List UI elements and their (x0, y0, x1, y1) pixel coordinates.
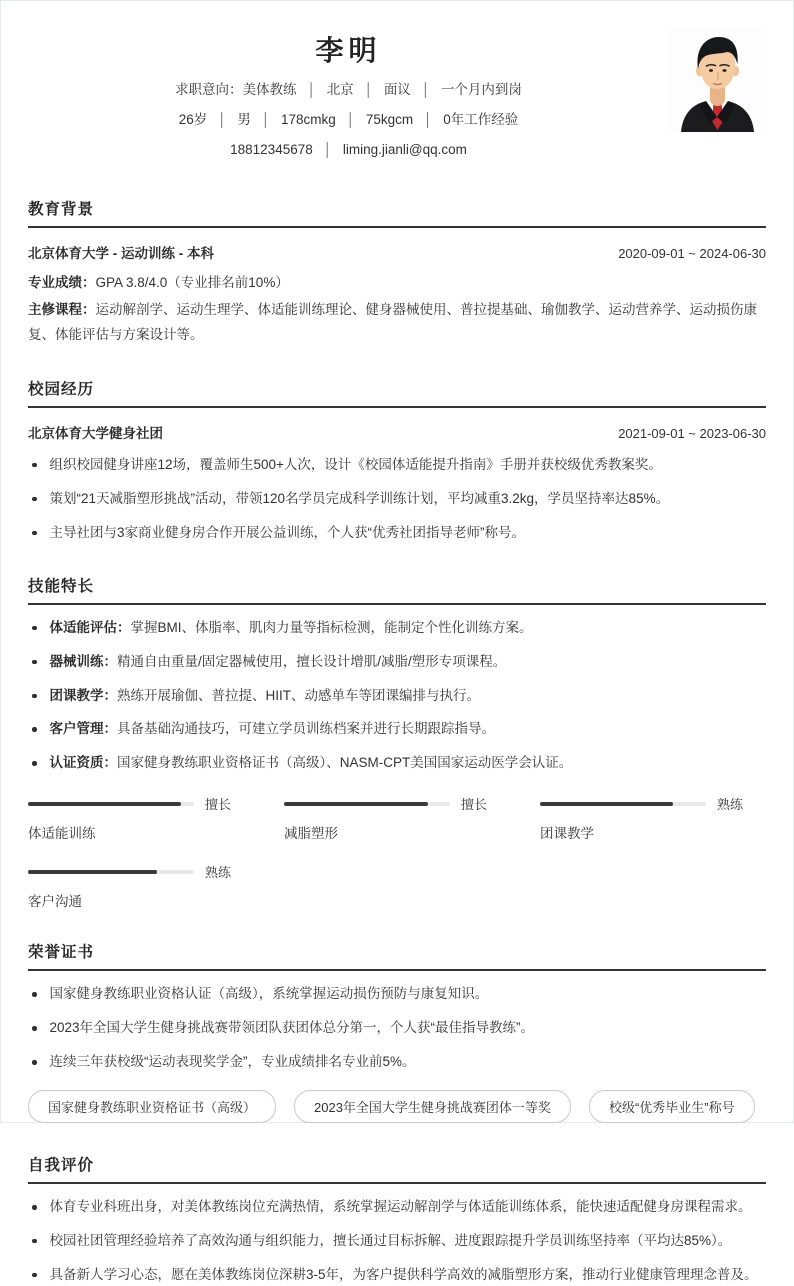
skill-bar-item (540, 794, 766, 842)
bullet-text: 主导社团与3家商业健身房合作开展公益训练，个人获“优秀社团指导老师”称号。 (49, 524, 525, 540)
skill-bar-fill (28, 802, 181, 806)
bullet-text: 校园社团管理经验培养了高效沟通与组织能力，擅长通过目标拆解、进度跟踪提升学员训练坚持率（平均达85%）。 (49, 1232, 732, 1248)
campus-bullet (28, 489, 766, 510)
skill-bar-track (284, 802, 450, 806)
campus-dates: 2021-09-01 ~ 2023-06-30 (618, 425, 766, 441)
courses-value: 运动解剖学、运动生理学、体适能训练理论、健身器械使用、普拉提基础、瑜伽教学、运动营养学、运动损伤康复、体能评估与方案设计等。 (28, 302, 757, 342)
age: 26岁 (178, 112, 208, 127)
contact-line (28, 140, 669, 159)
skill-bullet (28, 719, 766, 740)
profile-photo (669, 29, 766, 132)
height: 178cmkg (280, 112, 336, 127)
resume-header (28, 25, 766, 159)
skill-bars-grid (28, 794, 766, 910)
skill-label: 团课教学： (49, 687, 117, 703)
intent-position: 美体教练 (242, 82, 297, 97)
honor-bullet (28, 1018, 766, 1039)
skill-text: 掌握BMI、体脂率、肌肉力量等指标检测，能制定个性化训练方案。 (130, 619, 533, 635)
skill-text: 具备基础沟通技巧，可建立学员训练档案并进行长期跟踪指导。 (117, 721, 495, 737)
bullet-text: 策划“21天减脂塑形挑战”活动，带领120名学员完成科学训练计划，平均减重3.2kg，学员坚持率达85%。 (49, 490, 670, 506)
skill-bar-fill (540, 802, 673, 806)
skill-bar-item (284, 794, 510, 842)
skill-label: 体适能评估： (49, 619, 131, 635)
section-title: 自我评价 (28, 1157, 95, 1175)
section-title: 技能特长 (28, 577, 95, 595)
skill-bar-fill (284, 802, 428, 806)
section-education-head (28, 197, 766, 228)
bullet-text: 具备新人学习心态，愿在美体教练岗位深耕3-5年，为客户提供科学高效的减脂塑形方案，推动行业健康管理理念普及。 (49, 1266, 758, 1282)
skill-bullet (28, 753, 766, 774)
bullet-dot-icon (32, 1026, 37, 1031)
weight: 75kgcm (365, 112, 414, 127)
bullet-text: 组织校园健身讲座12场，覆盖师生500+人次，设计《校园体适能提升指南》手册并获校级优秀教案奖。 (49, 456, 662, 472)
basic-info-line (28, 110, 669, 129)
section-campus-head (28, 377, 766, 408)
skill-bar-item (28, 862, 254, 910)
skill-bullet (28, 652, 766, 673)
gpa-label: 专业成绩： (28, 275, 96, 290)
separator: │ (218, 112, 227, 127)
section-summary-head (28, 1153, 766, 1184)
bullet-text (50, 652, 507, 673)
bullet-dot-icon (32, 694, 37, 699)
bullet-dot-icon (32, 626, 37, 631)
intent-availability: 一个月内到岗 (440, 82, 522, 97)
separator: │ (323, 142, 332, 157)
candidate-name: 李明 (315, 35, 382, 66)
separator: │ (424, 112, 433, 127)
education-dates: 2020-09-01 ~ 2024-06-30 (618, 246, 766, 261)
campus-entry-row (28, 422, 766, 442)
section-title: 荣誉证书 (28, 944, 95, 962)
gpa-value: GPA 3.8/4.0（专业排名前10%） (95, 275, 289, 290)
campus-bullet (28, 523, 766, 544)
section-summary (28, 1153, 766, 1286)
skill-bullet (28, 686, 766, 707)
summary-bullet (28, 1265, 766, 1286)
intent-salary: 面议 (383, 82, 411, 97)
skill-label: 客户管理： (49, 721, 117, 737)
bullet-text: 体育专业科班出身，对美体教练岗位充满热情，系统掌握运动解剖学与体适能训练体系，能快速适配健身房课程需求。 (49, 1199, 752, 1215)
skill-bar-track (540, 802, 706, 806)
school-degree: 北京体育大学 - 运动训练 - 本科 (28, 246, 214, 261)
bullet-dot-icon (32, 1239, 37, 1244)
bullet-dot-icon (32, 463, 37, 468)
bullet-dot-icon (32, 727, 37, 732)
gender: 男 (237, 112, 251, 127)
bullet-dot-icon (32, 761, 37, 766)
bullet-dot-icon (32, 497, 37, 502)
separator: │ (346, 112, 355, 127)
section-campus (28, 377, 766, 544)
header-text-block (28, 25, 669, 159)
education-entry-row (28, 242, 766, 262)
courses-line (28, 298, 766, 347)
bullet-text (50, 686, 481, 707)
job-intent-label: 求职意向： (175, 82, 243, 97)
organization-name: 北京体育大学健身社团 (28, 425, 163, 441)
intent-city: 北京 (326, 82, 354, 97)
bullet-dot-icon (32, 1273, 37, 1278)
skill-bar-track (28, 870, 194, 874)
experience-years: 0年工作经验 (443, 112, 519, 127)
separator: │ (307, 82, 316, 97)
section-skills (28, 574, 766, 911)
bullet-text: 国家健身教练职业资格认证（高级），系统掌握运动损伤预防与康复知识。 (49, 986, 489, 1002)
bullet-dot-icon (32, 1060, 37, 1065)
campus-bullet (28, 455, 766, 476)
certificate-pill: 校级“优秀毕业生”称号 (589, 1090, 755, 1123)
separator: │ (261, 112, 270, 127)
skill-bar-name: 客户沟通 (28, 894, 82, 910)
skill-level-label: 擅长 (461, 797, 488, 813)
skill-bar-name: 减脂塑形 (284, 826, 338, 842)
skill-bar-track (28, 802, 194, 806)
courses-label: 主修课程： (28, 302, 96, 318)
summary-bullet (28, 1197, 766, 1218)
skill-text: 精通自由重量/固定器械使用，擅长设计增肌/减脂/塑形专项课程。 (117, 653, 507, 669)
email-address: liming.jianli@qq.com (342, 142, 467, 157)
skill-level-label: 擅长 (205, 797, 232, 813)
section-title: 校园经历 (28, 380, 95, 398)
section-honors (28, 940, 766, 1123)
certificate-tags (28, 1090, 766, 1123)
skill-bar-name: 体适能训练 (28, 826, 96, 842)
bullet-dot-icon (32, 660, 37, 665)
separator: │ (364, 82, 373, 97)
bullet-text (50, 618, 533, 639)
separator: │ (421, 82, 430, 97)
honor-bullet (28, 984, 766, 1005)
skill-bullet (28, 618, 766, 639)
skill-bar-item (28, 794, 254, 842)
phone-number: 18812345678 (230, 142, 313, 157)
section-skills-head (28, 574, 766, 605)
skill-bar-fill (28, 870, 157, 874)
skill-label: 器械训练： (49, 653, 117, 669)
bullet-dot-icon (32, 1205, 37, 1210)
job-intent-line (28, 80, 669, 99)
bullet-text: 2023年全国大学生健身挑战赛带领团队获团体总分第一，个人获“最佳指导教练”。 (49, 1020, 535, 1036)
skill-text: 熟练开展瑜伽、普拉提、HIIT、动感单车等团课编排与执行。 (117, 687, 480, 703)
skill-level-label: 熟练 (717, 797, 744, 813)
skill-level-label: 熟练 (205, 865, 232, 881)
avatar-illustration (669, 29, 766, 132)
certificate-pill: 国家健身教练职业资格证书（高级） (28, 1090, 276, 1123)
section-title: 教育背景 (28, 201, 95, 218)
certificate-pill: 2023年全国大学生健身挑战赛团体一等奖 (294, 1090, 571, 1123)
bullet-dot-icon (32, 531, 37, 536)
summary-bullet (28, 1231, 766, 1252)
bullet-text (50, 719, 496, 740)
gpa-line (28, 271, 766, 295)
section-education (28, 197, 766, 347)
bullet-text: 连续三年获校级“运动表现奖学金”，专业成绩排名专业前5%。 (49, 1054, 416, 1070)
section-honors-head (28, 940, 766, 971)
bullet-text (50, 753, 573, 774)
skill-label: 认证资质： (49, 755, 117, 771)
skill-text: 国家健身教练职业资格证书（高级）、NASM-CPT美国国家运动医学会认证。 (117, 755, 573, 771)
honor-bullet (28, 1052, 766, 1073)
bullet-dot-icon (32, 992, 37, 997)
skill-bar-name: 团课教学 (540, 826, 594, 842)
